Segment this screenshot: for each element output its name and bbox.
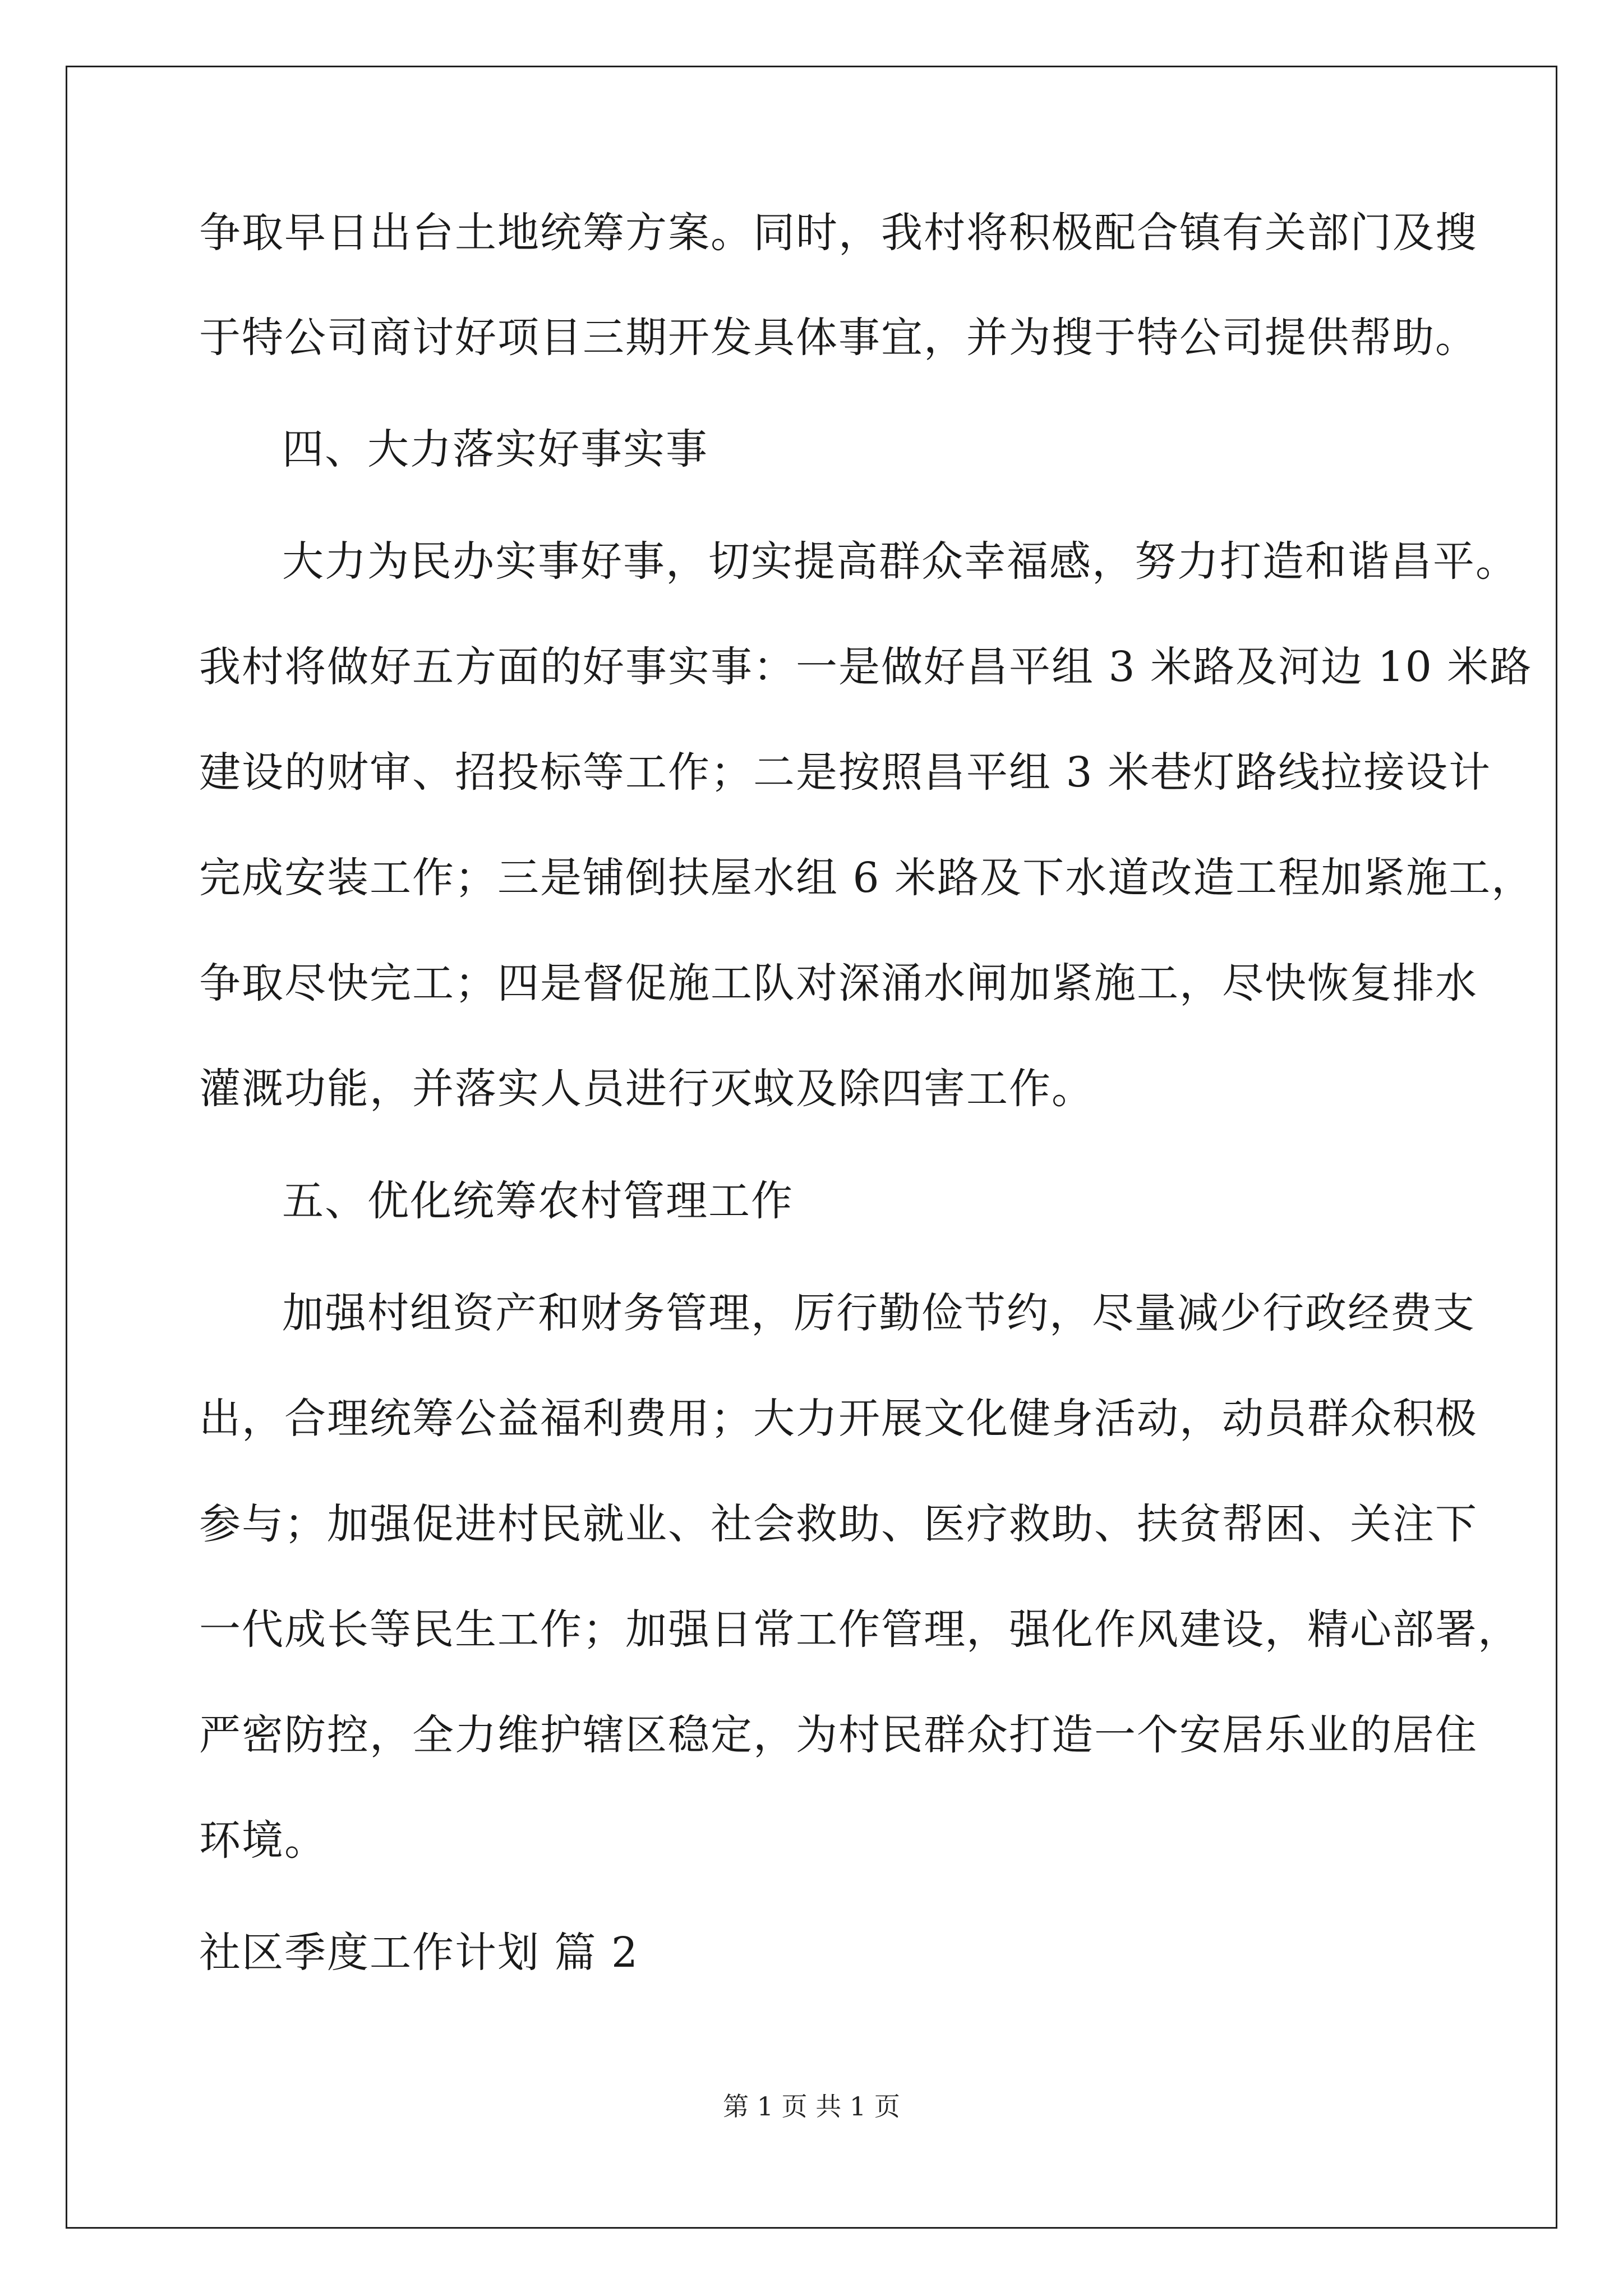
page-frame: [66, 66, 1557, 2229]
paragraph-line: 我村将做好五方面的好事实事：一是做好昌平组 3 米路及河边 10 米路: [199, 643, 1533, 691]
paragraph-line: 参与；加强促进村民就业、社会救助、医疗救助、扶贫帮困、关注下: [199, 1500, 1478, 1548]
paragraph-line: 于特公司商讨好项目三期开发具体事宜，并为搜于特公司提供帮助。: [199, 314, 1478, 362]
paragraph-line: 环境。: [199, 1816, 327, 1865]
section-heading: 四、大力落实好事实事: [282, 425, 708, 473]
paragraph-line: 严密防控，全力维护辖区稳定，为村民群众打造一个安居乐业的居住: [199, 1711, 1478, 1759]
paragraph-line: 一代成长等民生工作；加强日常工作管理，强化作风建设，精心部署，: [199, 1605, 1520, 1654]
article-title: 社区季度工作计划 篇 2: [199, 1929, 639, 1977]
paragraph-line: 完成安装工作；三是铺倒扶屋水组 6 米路及下水道改造工程加紧施工，: [199, 854, 1534, 902]
paragraph-line: 大力为民办实事好事，切实提高群众幸福感，努力打造和谐昌平。: [282, 537, 1518, 586]
paragraph-line: 争取早日出台土地统筹方案。同时，我村将积极配合镇有关部门及搜: [199, 209, 1478, 257]
section-heading: 五、优化统筹农村管理工作: [282, 1177, 794, 1225]
paragraph-line: 灌溉功能，并落实人员进行灭蚊及除四害工作。: [199, 1065, 1094, 1113]
paragraph-line: 建设的财审、招投标等工作；二是按照昌平组 3 米巷灯路线拉接设计: [199, 748, 1492, 797]
page-footer: 第 1 页 共 1 页: [723, 2091, 900, 2122]
paragraph-line: 出，合理统筹公益福利费用；大力开展文化健身活动，动员群众积极: [199, 1395, 1478, 1443]
paragraph-line: 加强村组资产和财务管理，厉行勤俭节约，尽量减少行政经费支: [282, 1289, 1476, 1337]
paragraph-line: 争取尽快完工；四是督促施工队对深涌水闸加紧施工，尽快恢复排水: [199, 959, 1478, 1007]
